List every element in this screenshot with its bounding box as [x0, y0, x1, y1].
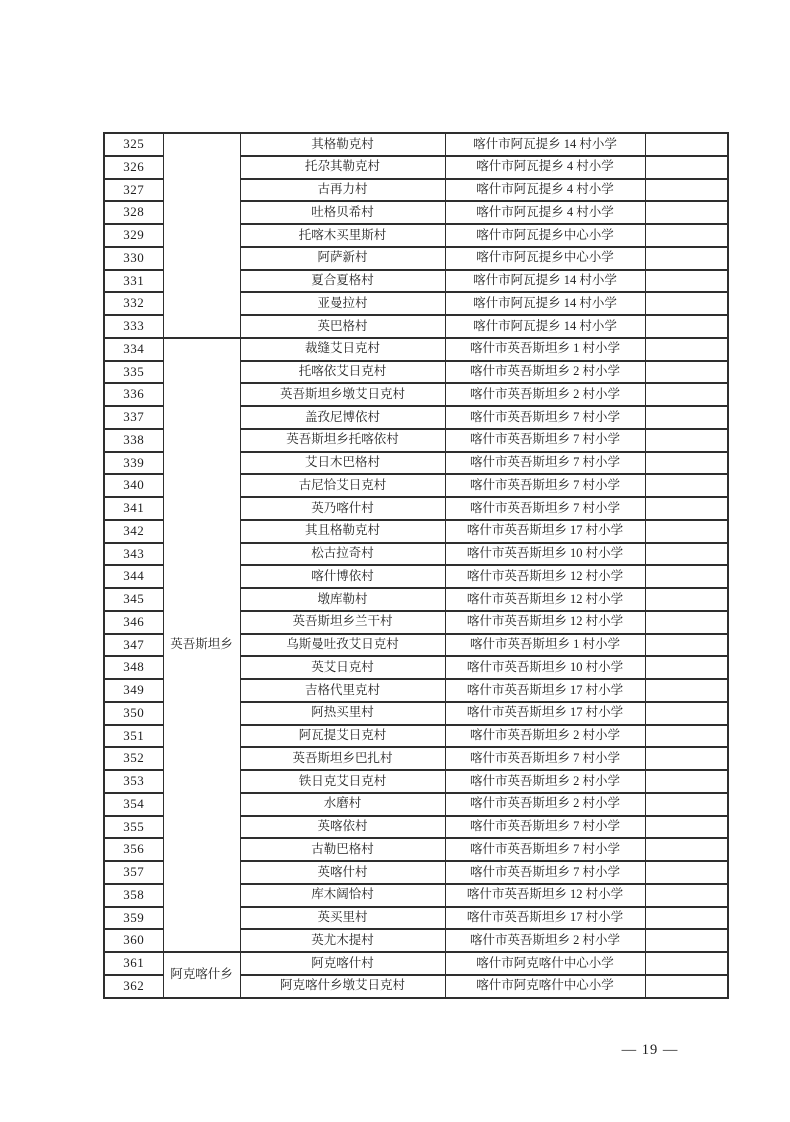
- village-cell: 古勒巴格村: [240, 838, 445, 861]
- row-number-cell: 338: [104, 429, 163, 452]
- village-cell: 阿热买里村: [240, 702, 445, 725]
- note-cell: [645, 747, 728, 770]
- row-number-cell: 355: [104, 816, 163, 839]
- row-number-cell: 345: [104, 588, 163, 611]
- row-number-cell: 342: [104, 520, 163, 543]
- township-cell: 英吾斯坦乡: [163, 338, 240, 952]
- village-cell: 英乃喀什村: [240, 497, 445, 520]
- school-cell: 喀什市阿瓦提乡 4 村小学: [445, 201, 645, 224]
- school-cell: 喀什市英吾斯坦乡 7 村小学: [445, 838, 645, 861]
- page-number: — 19 —: [621, 1042, 679, 1058]
- note-cell: [645, 838, 728, 861]
- row-number-cell: 362: [104, 975, 163, 998]
- row-number-cell: 347: [104, 634, 163, 657]
- village-cell: 英吾斯坦乡墩艾日克村: [240, 383, 445, 406]
- village-cell: 其且格勒克村: [240, 520, 445, 543]
- village-cell: 古再力村: [240, 179, 445, 202]
- row-number-cell: 341: [104, 497, 163, 520]
- note-cell: [645, 133, 728, 156]
- school-cell: 喀什市英吾斯坦乡 12 村小学: [445, 611, 645, 634]
- row-number-cell: 325: [104, 133, 163, 156]
- village-cell: 铁日克艾日克村: [240, 770, 445, 793]
- village-cell: 乌斯曼吐孜艾日克村: [240, 634, 445, 657]
- row-number-cell: 351: [104, 725, 163, 748]
- row-number-cell: 326: [104, 156, 163, 179]
- village-cell: 喀什博依村: [240, 565, 445, 588]
- school-cell: 喀什市英吾斯坦乡 17 村小学: [445, 702, 645, 725]
- school-cell: 喀什市英吾斯坦乡 10 村小学: [445, 543, 645, 566]
- village-cell: 松古拉奇村: [240, 543, 445, 566]
- note-cell: [645, 315, 728, 338]
- row-number-cell: 350: [104, 702, 163, 725]
- village-cell: 英买里村: [240, 907, 445, 930]
- school-cell: 喀什市阿瓦提乡 14 村小学: [445, 292, 645, 315]
- note-cell: [645, 816, 728, 839]
- note-cell: [645, 679, 728, 702]
- village-cell: 其格勒克村: [240, 133, 445, 156]
- row-number-cell: 357: [104, 861, 163, 884]
- school-cell: 喀什市阿瓦提乡 4 村小学: [445, 179, 645, 202]
- note-cell: [645, 861, 728, 884]
- row-number-cell: 330: [104, 247, 163, 270]
- row-number-cell: 336: [104, 383, 163, 406]
- school-cell: 喀什市英吾斯坦乡 17 村小学: [445, 907, 645, 930]
- row-number-cell: 337: [104, 406, 163, 429]
- row-number-cell: 356: [104, 838, 163, 861]
- note-cell: [645, 156, 728, 179]
- school-cell: 喀什市阿克喀什中心小学: [445, 975, 645, 998]
- note-cell: [645, 270, 728, 293]
- village-cell: 英喀什村: [240, 861, 445, 884]
- school-cell: 喀什市英吾斯坦乡 17 村小学: [445, 520, 645, 543]
- row-number-cell: 352: [104, 747, 163, 770]
- row-number-cell: 361: [104, 952, 163, 975]
- village-cell: 库木阔恰村: [240, 884, 445, 907]
- note-cell: [645, 201, 728, 224]
- village-cell: 夏合夏格村: [240, 270, 445, 293]
- village-cell: 吐格贝希村: [240, 201, 445, 224]
- table-body: [104, 133, 728, 998]
- school-cell: 喀什市阿瓦提乡 4 村小学: [445, 156, 645, 179]
- note-cell: [645, 383, 728, 406]
- row-number-cell: 344: [104, 565, 163, 588]
- note-cell: [645, 656, 728, 679]
- row-number-cell: 349: [104, 679, 163, 702]
- note-cell: [645, 338, 728, 361]
- row-number-cell: 359: [104, 907, 163, 930]
- village-cell: 古尼恰艾日克村: [240, 474, 445, 497]
- township-cell: [163, 133, 240, 338]
- note-cell: [645, 179, 728, 202]
- row-number-cell: 328: [104, 201, 163, 224]
- village-cell: 墩库勒村: [240, 588, 445, 611]
- school-cell: 喀什市英吾斯坦乡 7 村小学: [445, 747, 645, 770]
- row-number-cell: 327: [104, 179, 163, 202]
- note-cell: [645, 611, 728, 634]
- school-cell: 喀什市阿瓦提乡中心小学: [445, 224, 645, 247]
- village-cell: 水磨村: [240, 793, 445, 816]
- school-cell: 喀什市英吾斯坦乡 1 村小学: [445, 338, 645, 361]
- row-number-cell: 329: [104, 224, 163, 247]
- note-cell: [645, 952, 728, 975]
- school-cell: 喀什市阿瓦提乡 14 村小学: [445, 315, 645, 338]
- village-cell: 裁缝艾日克村: [240, 338, 445, 361]
- school-cell: 喀什市英吾斯坦乡 2 村小学: [445, 793, 645, 816]
- school-cell: 喀什市英吾斯坦乡 7 村小学: [445, 861, 645, 884]
- school-cell: 喀什市英吾斯坦乡 7 村小学: [445, 452, 645, 475]
- row-number-cell: 331: [104, 270, 163, 293]
- village-cell: 托尕其勒克村: [240, 156, 445, 179]
- school-cell: 喀什市英吾斯坦乡 12 村小学: [445, 565, 645, 588]
- township-cell: 阿克喀什乡: [163, 952, 240, 998]
- row-number-cell: 339: [104, 452, 163, 475]
- note-cell: [645, 770, 728, 793]
- note-cell: [645, 429, 728, 452]
- note-cell: [645, 884, 728, 907]
- school-cell: 喀什市英吾斯坦乡 7 村小学: [445, 816, 645, 839]
- note-cell: [645, 565, 728, 588]
- row-number-cell: 346: [104, 611, 163, 634]
- table-row: [104, 952, 728, 975]
- school-cell: 喀什市英吾斯坦乡 12 村小学: [445, 588, 645, 611]
- school-cell: 喀什市阿瓦提乡中心小学: [445, 247, 645, 270]
- row-number-cell: 348: [104, 656, 163, 679]
- school-cell: 喀什市英吾斯坦乡 7 村小学: [445, 406, 645, 429]
- row-number-cell: 335: [104, 361, 163, 384]
- note-cell: [645, 725, 728, 748]
- note-cell: [645, 975, 728, 998]
- note-cell: [645, 406, 728, 429]
- note-cell: [645, 588, 728, 611]
- table-row: [104, 338, 728, 361]
- school-cell: 喀什市阿瓦提乡 14 村小学: [445, 133, 645, 156]
- school-cell: 喀什市英吾斯坦乡 2 村小学: [445, 361, 645, 384]
- note-cell: [645, 520, 728, 543]
- village-cell: 英喀依村: [240, 816, 445, 839]
- village-cell: 阿萨新村: [240, 247, 445, 270]
- row-number-cell: 334: [104, 338, 163, 361]
- village-cell: 英吾斯坦乡兰干村: [240, 611, 445, 634]
- note-cell: [645, 247, 728, 270]
- note-cell: [645, 793, 728, 816]
- village-cell: 英巴格村: [240, 315, 445, 338]
- village-cell: 英吾斯坦乡巴扎村: [240, 747, 445, 770]
- village-cell: 阿克喀什乡墩艾日克村: [240, 975, 445, 998]
- note-cell: [645, 292, 728, 315]
- village-cell: 英艾日克村: [240, 656, 445, 679]
- school-cell: 喀什市英吾斯坦乡 7 村小学: [445, 429, 645, 452]
- note-cell: [645, 224, 728, 247]
- school-assignment-table: [103, 132, 729, 999]
- village-cell: 托喀依艾日克村: [240, 361, 445, 384]
- note-cell: [645, 474, 728, 497]
- school-cell: 喀什市英吾斯坦乡 12 村小学: [445, 884, 645, 907]
- table-row: [104, 133, 728, 156]
- village-cell: 亚曼拉村: [240, 292, 445, 315]
- village-cell: 英吾斯坦乡托喀依村: [240, 429, 445, 452]
- row-number-cell: 332: [104, 292, 163, 315]
- row-number-cell: 360: [104, 929, 163, 952]
- school-cell: 喀什市英吾斯坦乡 7 村小学: [445, 474, 645, 497]
- note-cell: [645, 497, 728, 520]
- village-cell: 阿克喀什村: [240, 952, 445, 975]
- village-cell: 阿瓦提艾日克村: [240, 725, 445, 748]
- village-cell: 盖孜尼博依村: [240, 406, 445, 429]
- row-number-cell: 354: [104, 793, 163, 816]
- row-number-cell: 340: [104, 474, 163, 497]
- note-cell: [645, 634, 728, 657]
- school-cell: 喀什市英吾斯坦乡 2 村小学: [445, 929, 645, 952]
- village-cell: 艾日木巴格村: [240, 452, 445, 475]
- note-cell: [645, 907, 728, 930]
- school-cell: 喀什市阿瓦提乡 14 村小学: [445, 270, 645, 293]
- school-cell: 喀什市英吾斯坦乡 7 村小学: [445, 497, 645, 520]
- note-cell: [645, 929, 728, 952]
- school-cell: 喀什市阿克喀什中心小学: [445, 952, 645, 975]
- note-cell: [645, 361, 728, 384]
- row-number-cell: 343: [104, 543, 163, 566]
- row-number-cell: 333: [104, 315, 163, 338]
- school-cell: 喀什市英吾斯坦乡 2 村小学: [445, 383, 645, 406]
- school-cell: 喀什市英吾斯坦乡 10 村小学: [445, 656, 645, 679]
- school-cell: 喀什市英吾斯坦乡 17 村小学: [445, 679, 645, 702]
- note-cell: [645, 452, 728, 475]
- school-cell: 喀什市英吾斯坦乡 2 村小学: [445, 725, 645, 748]
- note-cell: [645, 702, 728, 725]
- village-cell: 托喀木买里斯村: [240, 224, 445, 247]
- school-cell: 喀什市英吾斯坦乡 2 村小学: [445, 770, 645, 793]
- school-cell: 喀什市英吾斯坦乡 1 村小学: [445, 634, 645, 657]
- village-cell: 吉格代里克村: [240, 679, 445, 702]
- row-number-cell: 353: [104, 770, 163, 793]
- note-cell: [645, 543, 728, 566]
- village-cell: 英尤木提村: [240, 929, 445, 952]
- row-number-cell: 358: [104, 884, 163, 907]
